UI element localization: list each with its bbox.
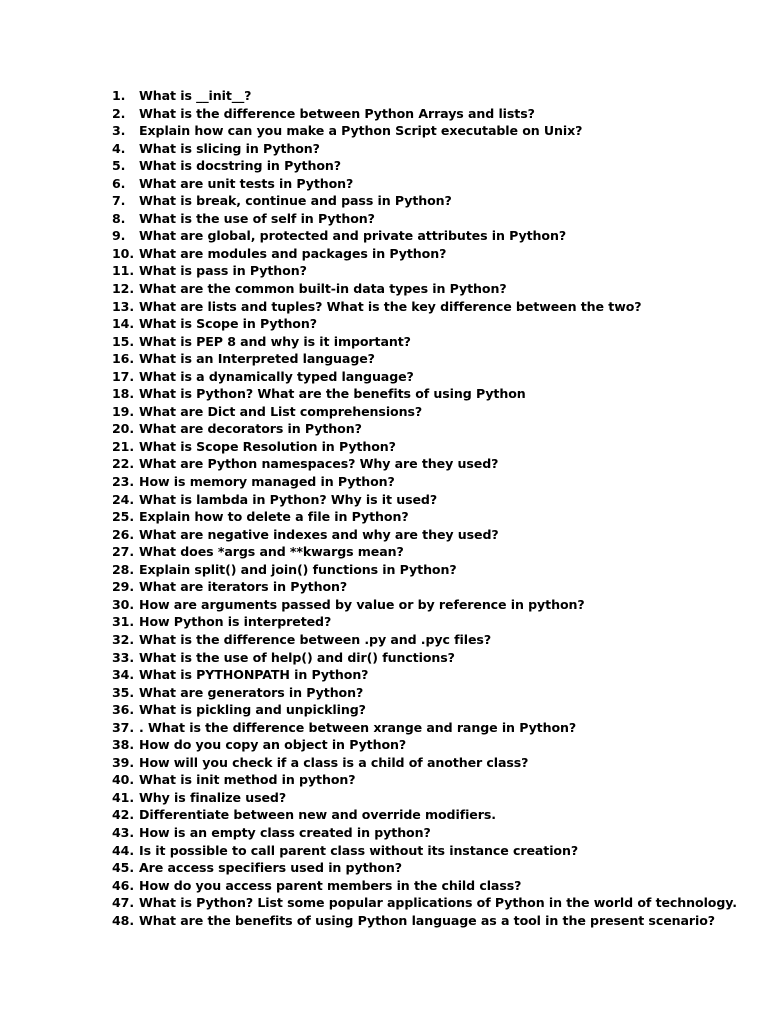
question-item bbox=[112, 771, 752, 789]
question-number: 44. bbox=[112, 842, 135, 858]
question-text: What is PEP 8 and why is it important? bbox=[139, 333, 411, 349]
question-item bbox=[112, 666, 752, 684]
question-item bbox=[112, 473, 752, 491]
question-text: What is an Interpreted language? bbox=[139, 351, 375, 367]
question-item bbox=[112, 877, 752, 895]
question-number: 23. bbox=[112, 474, 135, 490]
question-text: What is slicing in Python? bbox=[139, 140, 320, 156]
question-text: What does *args and **kwargs mean? bbox=[139, 544, 404, 560]
question-number: 20. bbox=[112, 421, 135, 437]
question-item bbox=[112, 368, 752, 386]
question-number: 36. bbox=[112, 702, 135, 718]
question-number: 34. bbox=[112, 667, 135, 683]
question-item bbox=[112, 280, 752, 298]
question-number: 3. bbox=[112, 123, 126, 139]
question-item bbox=[112, 140, 752, 158]
question-item bbox=[112, 350, 752, 368]
question-text: What is Python? List some popular applications of Python in the world of technology. bbox=[139, 895, 737, 911]
question-item bbox=[112, 122, 752, 140]
question-item bbox=[112, 192, 752, 210]
question-text: What are negative indexes and why are they used? bbox=[139, 526, 499, 542]
question-item bbox=[112, 315, 752, 333]
question-number: 17. bbox=[112, 368, 135, 384]
question-number: 27. bbox=[112, 544, 135, 560]
question-item bbox=[112, 385, 752, 403]
question-text: What is docstring in Python? bbox=[139, 158, 341, 174]
question-number: 25. bbox=[112, 509, 135, 525]
question-number: 26. bbox=[112, 526, 135, 542]
question-item bbox=[112, 578, 752, 596]
question-number: 19. bbox=[112, 403, 135, 419]
question-text: What is PYTHONPATH in Python? bbox=[139, 667, 369, 683]
question-item bbox=[112, 631, 752, 649]
question-number: 29. bbox=[112, 579, 135, 595]
question-item bbox=[112, 262, 752, 280]
question-text: What is __init__? bbox=[139, 88, 252, 103]
question-item bbox=[112, 894, 752, 912]
question-item bbox=[112, 561, 752, 579]
question-number: 6. bbox=[112, 175, 126, 191]
question-text: What is pass in Python? bbox=[139, 263, 307, 279]
question-item bbox=[112, 210, 752, 228]
question-number: 7. bbox=[112, 193, 126, 209]
question-number: 48. bbox=[112, 912, 135, 928]
question-item bbox=[112, 824, 752, 842]
question-text: Explain how can you make a Python Script executable on Unix? bbox=[139, 123, 583, 139]
question-number: 41. bbox=[112, 789, 135, 805]
question-number: 4. bbox=[112, 140, 126, 156]
question-item bbox=[112, 87, 752, 105]
question-item bbox=[112, 438, 752, 456]
question-number: 1. bbox=[112, 88, 126, 103]
question-text: Why is finalize used? bbox=[139, 789, 287, 805]
question-item bbox=[112, 613, 752, 631]
question-item bbox=[112, 912, 752, 930]
question-text: What is init method in python? bbox=[139, 772, 356, 788]
question-text: What are unit tests in Python? bbox=[139, 175, 354, 191]
question-number: 15. bbox=[112, 333, 135, 349]
question-text: What is the difference between Python Arrays and lists? bbox=[139, 105, 535, 121]
question-item bbox=[112, 684, 752, 702]
question-item bbox=[112, 298, 752, 316]
question-text: Is it possible to call parent class without its instance creation? bbox=[139, 842, 579, 858]
question-text: What is the use of self in Python? bbox=[139, 210, 375, 226]
question-text: How Python is interpreted? bbox=[139, 614, 332, 630]
question-number: 14. bbox=[112, 316, 135, 332]
question-text: What are the common built-in data types in Python? bbox=[139, 281, 507, 297]
question-number: 45. bbox=[112, 860, 135, 876]
question-text: What is Scope Resolution in Python? bbox=[139, 438, 396, 454]
question-item bbox=[112, 508, 752, 526]
question-text: How do you copy an object in Python? bbox=[139, 737, 407, 753]
question-text: What is pickling and unpickling? bbox=[139, 702, 366, 718]
question-number: 47. bbox=[112, 895, 135, 911]
question-item bbox=[112, 596, 752, 614]
question-item bbox=[112, 245, 752, 263]
question-number: 18. bbox=[112, 386, 135, 402]
question-number: 9. bbox=[112, 228, 126, 244]
question-number: 40. bbox=[112, 772, 135, 788]
question-item bbox=[112, 105, 752, 123]
question-text: Are access specifiers used in python? bbox=[139, 860, 402, 876]
question-number: 10. bbox=[112, 245, 135, 261]
question-text: Explain how to delete a file in Python? bbox=[139, 509, 409, 525]
question-item bbox=[112, 491, 752, 509]
question-number: 46. bbox=[112, 877, 135, 893]
question-item bbox=[112, 157, 752, 175]
question-number: 11. bbox=[112, 263, 135, 279]
question-text: What are Python namespaces? Why are they used? bbox=[139, 456, 499, 472]
question-text: What is Scope in Python? bbox=[139, 316, 317, 332]
question-text: What are lists and tuples? What is the key difference between the two? bbox=[139, 298, 642, 314]
question-item bbox=[112, 806, 752, 824]
question-text: . What is the difference between xrange and range in Python? bbox=[139, 719, 577, 735]
question-number: 33. bbox=[112, 649, 135, 665]
question-number: 24. bbox=[112, 491, 135, 507]
question-text: What is lambda in Python? Why is it used? bbox=[139, 491, 438, 507]
question-number: 43. bbox=[112, 824, 135, 840]
question-item bbox=[112, 175, 752, 193]
question-text: What is Python? What are the benefits of using Python bbox=[139, 386, 526, 402]
question-item bbox=[112, 455, 752, 473]
question-item bbox=[112, 754, 752, 772]
question-number: 8. bbox=[112, 210, 126, 226]
question-item bbox=[112, 649, 752, 667]
question-number: 35. bbox=[112, 684, 135, 700]
question-number: 28. bbox=[112, 561, 135, 577]
question-text: What is break, continue and pass in Python? bbox=[139, 193, 452, 209]
question-number: 21. bbox=[112, 438, 135, 454]
question-item bbox=[112, 789, 752, 807]
question-number: 38. bbox=[112, 737, 135, 753]
question-number: 2. bbox=[112, 105, 126, 121]
question-text: How is memory managed in Python? bbox=[139, 474, 395, 490]
question-text: What are Dict and List comprehensions? bbox=[139, 403, 423, 419]
question-item bbox=[112, 420, 752, 438]
question-item bbox=[112, 736, 752, 754]
question-text: What are generators in Python? bbox=[139, 684, 364, 700]
question-item bbox=[112, 403, 752, 421]
question-number: 16. bbox=[112, 351, 135, 367]
question-number: 5. bbox=[112, 158, 126, 174]
question-item bbox=[112, 333, 752, 351]
question-text: How do you access parent members in the child class? bbox=[139, 877, 522, 893]
question-text: What are decorators in Python? bbox=[139, 421, 362, 437]
question-list bbox=[112, 87, 752, 929]
question-item bbox=[112, 842, 752, 860]
question-number: 39. bbox=[112, 754, 135, 770]
question-text: How will you check if a class is a child of another class? bbox=[139, 754, 529, 770]
question-item bbox=[112, 859, 752, 877]
question-text: What are modules and packages in Python? bbox=[139, 245, 447, 261]
question-text: What are the benefits of using Python language as a tool in the present scenario? bbox=[139, 912, 715, 928]
question-number: 13. bbox=[112, 298, 135, 314]
question-number: 31. bbox=[112, 614, 135, 630]
question-text: What are iterators in Python? bbox=[139, 579, 348, 595]
question-text: What is a dynamically typed language? bbox=[139, 368, 414, 384]
question-text: Differentiate between new and override modifiers. bbox=[139, 807, 496, 823]
question-number: 12. bbox=[112, 281, 135, 297]
question-item bbox=[112, 719, 752, 737]
question-text: What is the difference between .py and .pyc files? bbox=[139, 631, 492, 647]
question-text: What is the use of help() and dir() functions? bbox=[139, 649, 455, 665]
question-item bbox=[112, 526, 752, 544]
question-number: 30. bbox=[112, 596, 135, 612]
question-number: 22. bbox=[112, 456, 135, 472]
question-item bbox=[112, 701, 752, 719]
question-number: 37. bbox=[112, 719, 135, 735]
question-number: 32. bbox=[112, 631, 135, 647]
question-number: 42. bbox=[112, 807, 135, 823]
question-text: Explain split() and join() functions in Python? bbox=[139, 561, 457, 577]
question-item bbox=[112, 227, 752, 245]
question-text: How is an empty class created in python? bbox=[139, 824, 431, 840]
question-item bbox=[112, 543, 752, 561]
question-text: What are global, protected and private attributes in Python? bbox=[139, 228, 567, 244]
question-text: How are arguments passed by value or by reference in python? bbox=[139, 596, 585, 612]
